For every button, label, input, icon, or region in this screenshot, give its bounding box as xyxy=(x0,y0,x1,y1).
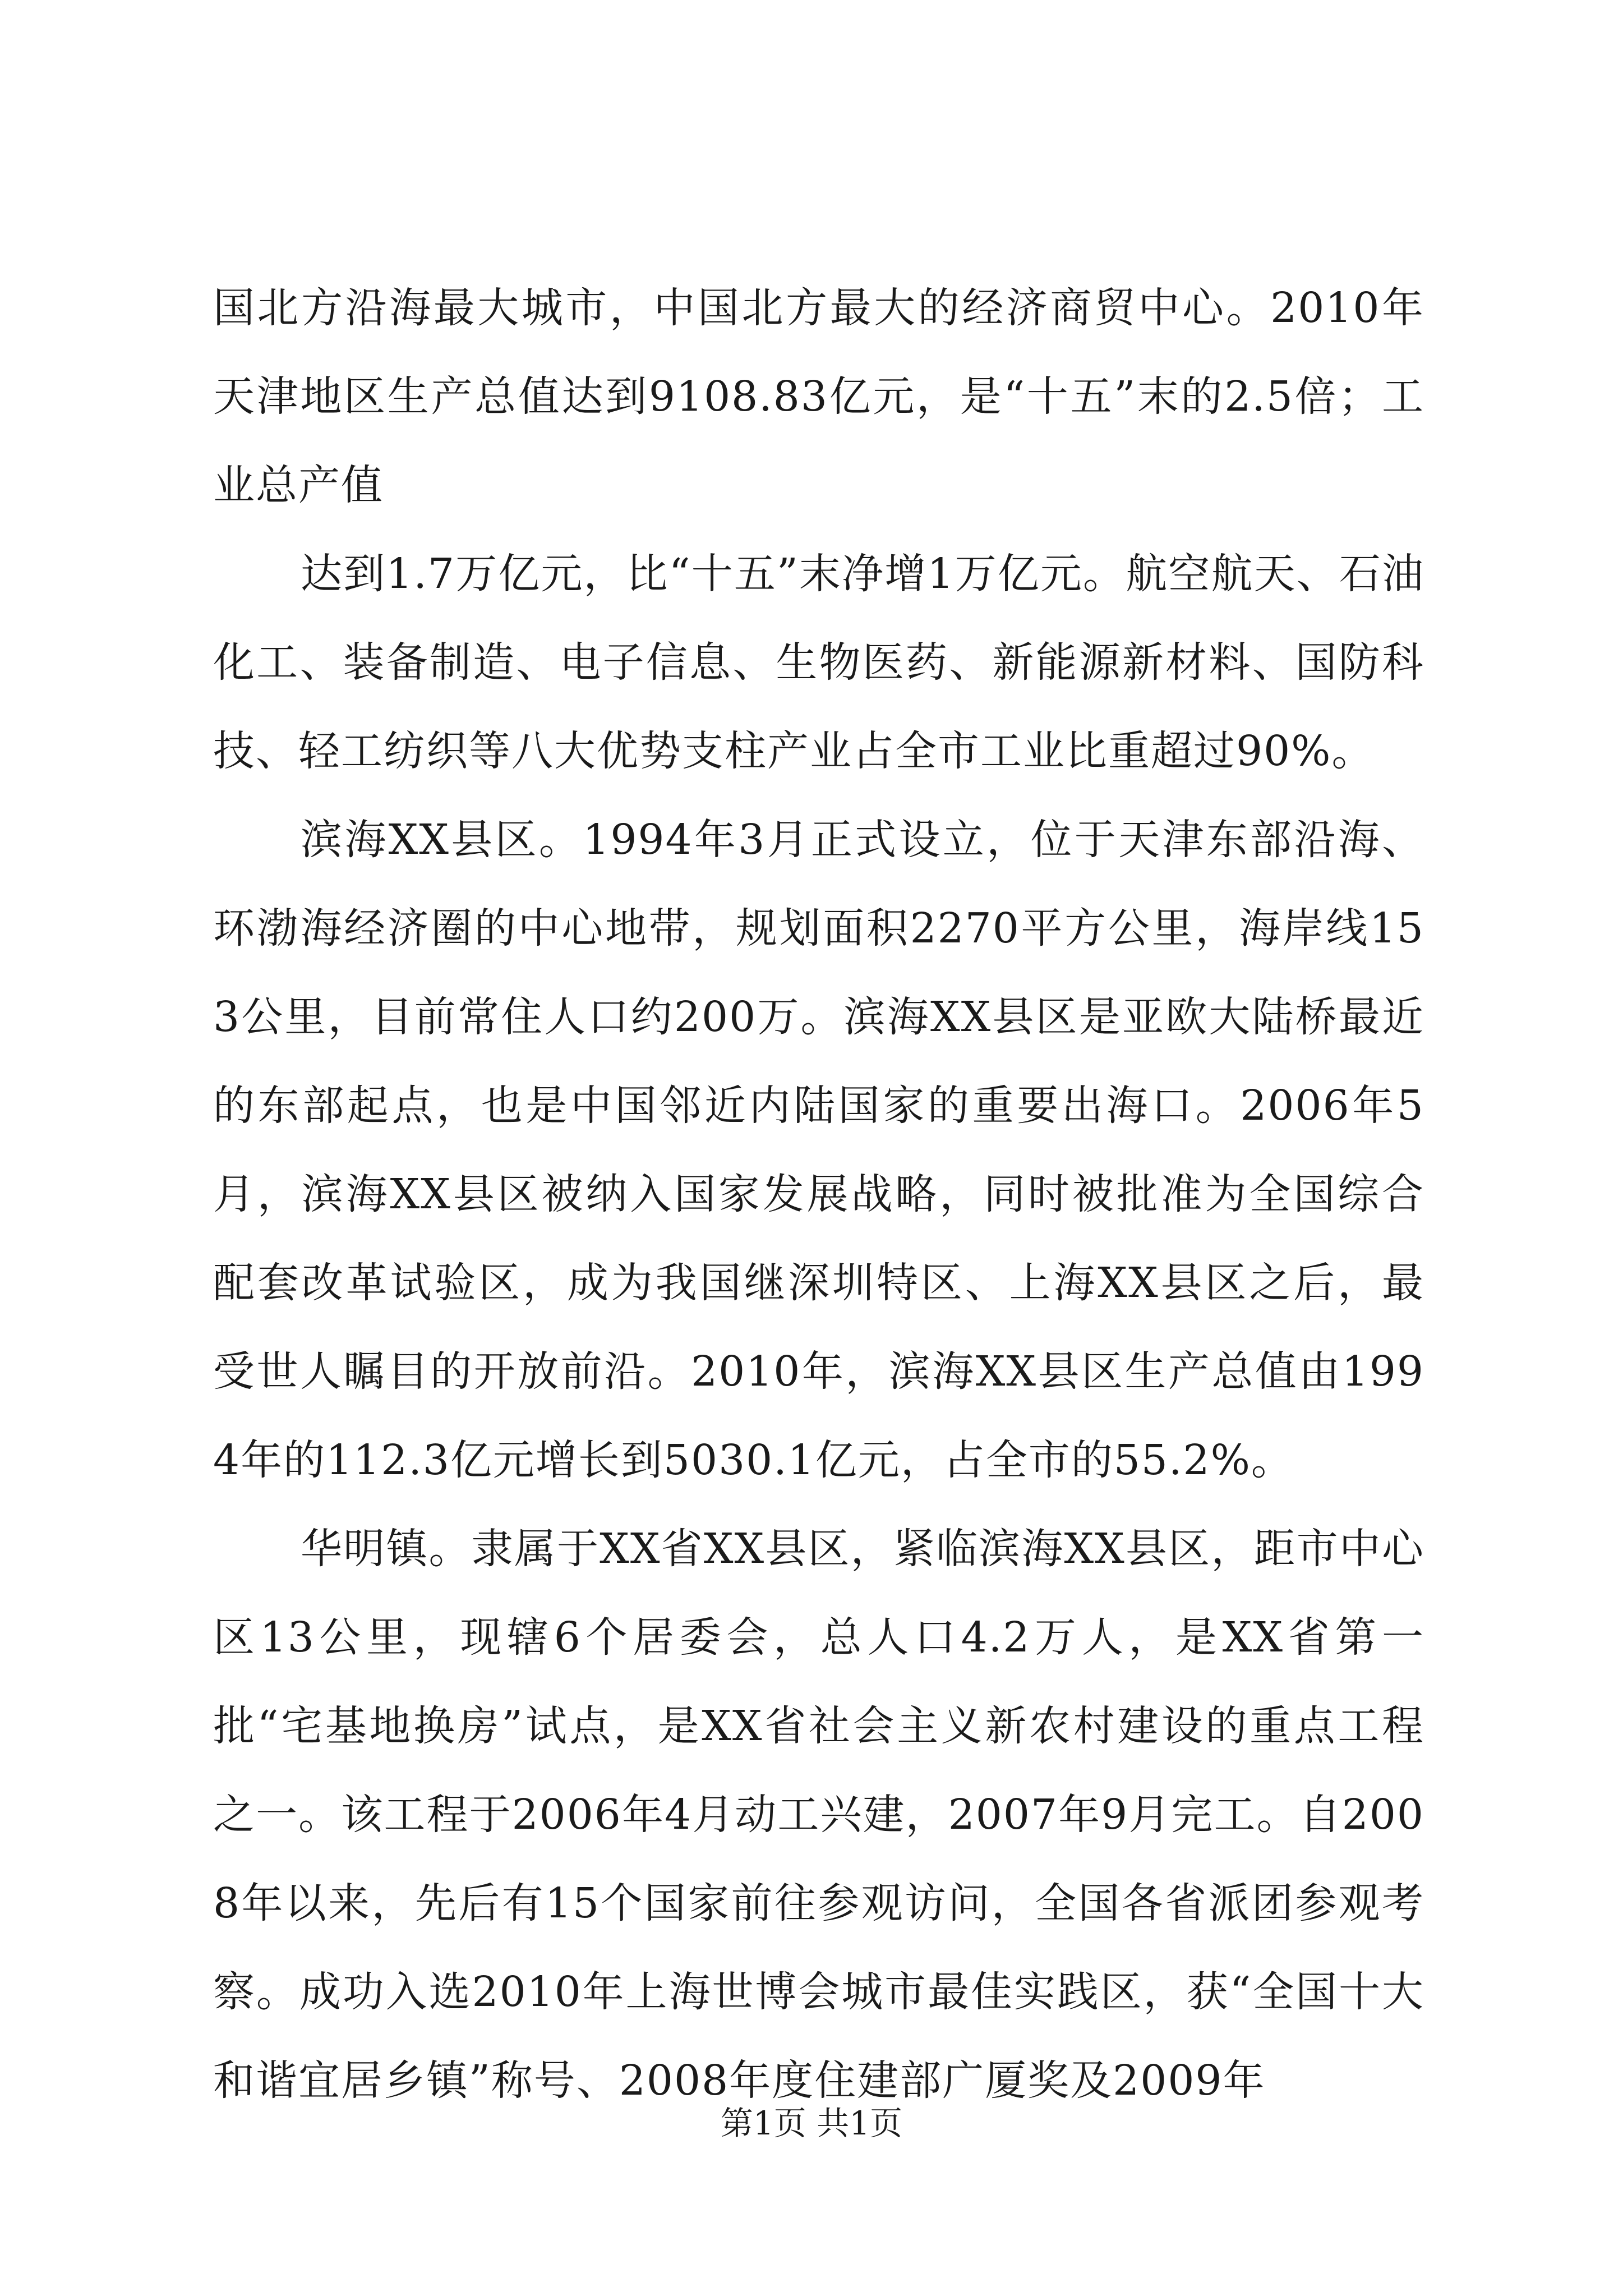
paragraph-4: 华明镇。隶属于XX省XX县区，紧临滨海XX县区，距市中心区13公里，现辖6个居委会，总人口4.2万人，是XX省第一批“宅基地换房”试点，是XX省社会主义新农村建设的重点工程之一。该工程于2006年4月动工兴建，2007年9月完工。自2008年以来，先后有15个国家前往参观访问，全国各省派团参观考察。成功入选2010年上海世博会城市最佳实践区，获“全国十大和谐宜居乡镇”称号、2008年度住建部广厦奖及2009年 xyxy=(213,1525,1424,2105)
paragraph-1: 国北方沿海最大城市，中国北方最大的经济商贸中心。2010年天津地区生产总值达到9108.83亿元，是“十五”末的2.5倍；工业总产值 xyxy=(213,284,1424,509)
paragraph-2: 达到1.7万亿元，比“十五”末净增1万亿元。航空航天、石油化工、装备制造、电子信息、生物医药、新能源新材料、国防科技、轻工纺织等八大优势支柱产业占全市工业比重超过90%。 xyxy=(213,550,1424,775)
page-footer: 第1页 共1页 xyxy=(720,2104,903,2142)
document-body xyxy=(213,264,1424,2125)
paragraph-3: 滨海XX县区。1994年3月正式设立，位于天津东部沿海、环渤海经济圈的中心地带，规划面积2270平方公里，海岸线153公里，目前常住人口约200万。滨海XX县区是亚欧大陆桥最近的东部起点，也是中国邻近内陆国家的重要出海口。2006年5月，滨海XX县区被纳入国家发展战略，同时被批准为全国综合配套改革试验区，成为我国继深圳特区、上海XX县区之后，最受世人瞩目的开放前沿。2010年，滨海XX县区生产总值由1994年的112.3亿元增长到5030.1亿元，占全市的55.2%。 xyxy=(213,816,1424,1484)
